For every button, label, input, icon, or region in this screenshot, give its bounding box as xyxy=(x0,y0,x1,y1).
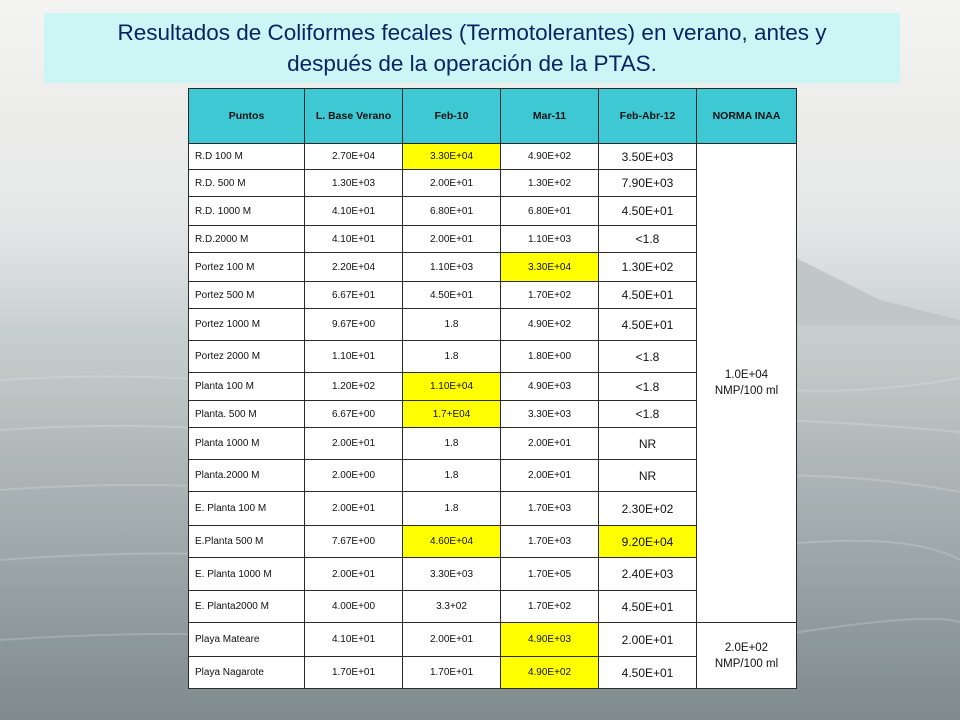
cell-linea-base: 9.67E+00 xyxy=(305,309,403,341)
cell-feb-10: 2.00E+01 xyxy=(403,623,501,657)
cell-mar-11: 3.30E+04 xyxy=(501,253,599,282)
cell-punto: Portez 100 M xyxy=(189,253,305,282)
cell-feb-abr-12: NR xyxy=(599,460,697,492)
title-banner xyxy=(44,13,900,83)
cell-feb-abr-12: 4.50E+01 xyxy=(599,309,697,341)
cell-feb-abr-12: <1.8 xyxy=(599,341,697,373)
cell-feb-10: 1.10E+03 xyxy=(403,253,501,282)
cell-norma-inaa: 1.0E+04 NMP/100 ml xyxy=(697,144,797,623)
cell-punto: Portez 2000 M xyxy=(189,341,305,373)
cell-feb-10: 1.8 xyxy=(403,341,501,373)
cell-punto: R.D 100 M xyxy=(189,144,305,170)
cell-feb-abr-12: 9.20E+04 xyxy=(599,526,697,558)
cell-punto: R.D. 500 M xyxy=(189,170,305,197)
cell-punto: R.D.2000 M xyxy=(189,226,305,253)
cell-feb-abr-12: 2.40E+03 xyxy=(599,558,697,591)
header-linea-base: L. Base Verano xyxy=(305,89,403,144)
cell-linea-base: 4.00E+00 xyxy=(305,591,403,623)
cell-linea-base: 2.20E+04 xyxy=(305,253,403,282)
cell-linea-base: 4.10E+01 xyxy=(305,197,403,226)
cell-punto: Planta. 500 M xyxy=(189,401,305,428)
cell-feb-10: 1.8 xyxy=(403,492,501,526)
cell-feb-10: 3.3+02 xyxy=(403,591,501,623)
cell-feb-10: 1.8 xyxy=(403,309,501,341)
cell-linea-base: 2.70E+04 xyxy=(305,144,403,170)
cell-mar-11: 1.70E+02 xyxy=(501,591,599,623)
cell-feb-abr-12: <1.8 xyxy=(599,226,697,253)
cell-feb-abr-12: <1.8 xyxy=(599,373,697,401)
cell-mar-11: 1.10E+03 xyxy=(501,226,599,253)
cell-punto: Planta 1000 M xyxy=(189,428,305,460)
cell-mar-11: 4.90E+03 xyxy=(501,623,599,657)
coliform-results-table xyxy=(188,88,797,689)
cell-punto: Playa Nagarote xyxy=(189,657,305,689)
cell-feb-10: 1.8 xyxy=(403,460,501,492)
cell-feb-abr-12: 2.00E+01 xyxy=(599,623,697,657)
cell-punto: Planta 100 M xyxy=(189,373,305,401)
cell-feb-abr-12: 4.50E+01 xyxy=(599,197,697,226)
cell-feb-abr-12: NR xyxy=(599,428,697,460)
header-norma-inaa: NORMA INAA xyxy=(697,89,797,144)
cell-linea-base: 4.10E+01 xyxy=(305,623,403,657)
cell-feb-abr-12: 7.90E+03 xyxy=(599,170,697,197)
cell-mar-11: 2.00E+01 xyxy=(501,428,599,460)
cell-punto: E. Planta 100 M xyxy=(189,492,305,526)
cell-punto: E.Planta 500 M xyxy=(189,526,305,558)
cell-feb-abr-12: 4.50E+01 xyxy=(599,657,697,689)
table-row xyxy=(189,623,797,657)
cell-norma-inaa: 2.0E+02 NMP/100 ml xyxy=(697,623,797,689)
cell-mar-11: 4.90E+02 xyxy=(501,144,599,170)
header-puntos: Puntos xyxy=(189,89,305,144)
cell-linea-base: 1.30E+03 xyxy=(305,170,403,197)
cell-feb-10: 1.70E+01 xyxy=(403,657,501,689)
cell-feb-10: 1.8 xyxy=(403,428,501,460)
cell-punto: E. Planta2000 M xyxy=(189,591,305,623)
cell-mar-11: 1.30E+02 xyxy=(501,170,599,197)
cell-punto: E. Planta 1000 M xyxy=(189,558,305,591)
table-row xyxy=(189,144,797,170)
cell-linea-base: 2.00E+01 xyxy=(305,558,403,591)
cell-linea-base: 1.20E+02 xyxy=(305,373,403,401)
cell-linea-base: 1.10E+01 xyxy=(305,341,403,373)
cell-mar-11: 1.70E+03 xyxy=(501,492,599,526)
cell-linea-base: 6.67E+01 xyxy=(305,282,403,309)
cell-feb-abr-12: 1.30E+02 xyxy=(599,253,697,282)
cell-feb-abr-12: 2.30E+02 xyxy=(599,492,697,526)
cell-punto: R.D. 1000 M xyxy=(189,197,305,226)
cell-feb-10: 4.60E+04 xyxy=(403,526,501,558)
cell-punto: Planta.2000 M xyxy=(189,460,305,492)
cell-punto: Portez 500 M xyxy=(189,282,305,309)
cell-mar-11: 1.70E+02 xyxy=(501,282,599,309)
table-body xyxy=(189,144,797,689)
cell-mar-11: 4.90E+02 xyxy=(501,657,599,689)
table-header-row xyxy=(189,89,797,144)
cell-feb-10: 4.50E+01 xyxy=(403,282,501,309)
cell-feb-10: 2.00E+01 xyxy=(403,226,501,253)
cell-feb-10: 3.30E+04 xyxy=(403,144,501,170)
cell-mar-11: 4.90E+02 xyxy=(501,309,599,341)
cell-mar-11: 3.30E+03 xyxy=(501,401,599,428)
cell-feb-10: 2.00E+01 xyxy=(403,170,501,197)
cell-linea-base: 1.70E+01 xyxy=(305,657,403,689)
cell-feb-10: 3.30E+03 xyxy=(403,558,501,591)
cell-linea-base: 2.00E+01 xyxy=(305,492,403,526)
cell-linea-base: 7.67E+00 xyxy=(305,526,403,558)
cell-feb-10: 6.80E+01 xyxy=(403,197,501,226)
cell-punto: Portez 1000 M xyxy=(189,309,305,341)
header-feb-10: Feb-10 xyxy=(403,89,501,144)
cell-feb-abr-12: 4.50E+01 xyxy=(599,591,697,623)
cell-feb-abr-12: 3.50E+03 xyxy=(599,144,697,170)
cell-mar-11: 1.80E+00 xyxy=(501,341,599,373)
cell-feb-abr-12: 4.50E+01 xyxy=(599,282,697,309)
cell-feb-10: 1.7+E04 xyxy=(403,401,501,428)
cell-linea-base: 2.00E+00 xyxy=(305,460,403,492)
cell-mar-11: 4.90E+03 xyxy=(501,373,599,401)
header-feb-abr-12: Feb-Abr-12 xyxy=(599,89,697,144)
cell-linea-base: 2.00E+01 xyxy=(305,428,403,460)
cell-punto: Playa Mateare xyxy=(189,623,305,657)
cell-mar-11: 1.70E+03 xyxy=(501,526,599,558)
cell-mar-11: 2.00E+01 xyxy=(501,460,599,492)
cell-linea-base: 4.10E+01 xyxy=(305,226,403,253)
cell-linea-base: 6.67E+00 xyxy=(305,401,403,428)
header-mar-11: Mar-11 xyxy=(501,89,599,144)
cell-mar-11: 1.70E+05 xyxy=(501,558,599,591)
cell-mar-11: 6.80E+01 xyxy=(501,197,599,226)
cell-feb-10: 1.10E+04 xyxy=(403,373,501,401)
slide-title: Resultados de Coliformes fecales (Termotolerantes) en verano, antes y después de la operación de la PTAS. xyxy=(117,20,827,76)
cell-feb-abr-12: <1.8 xyxy=(599,401,697,428)
